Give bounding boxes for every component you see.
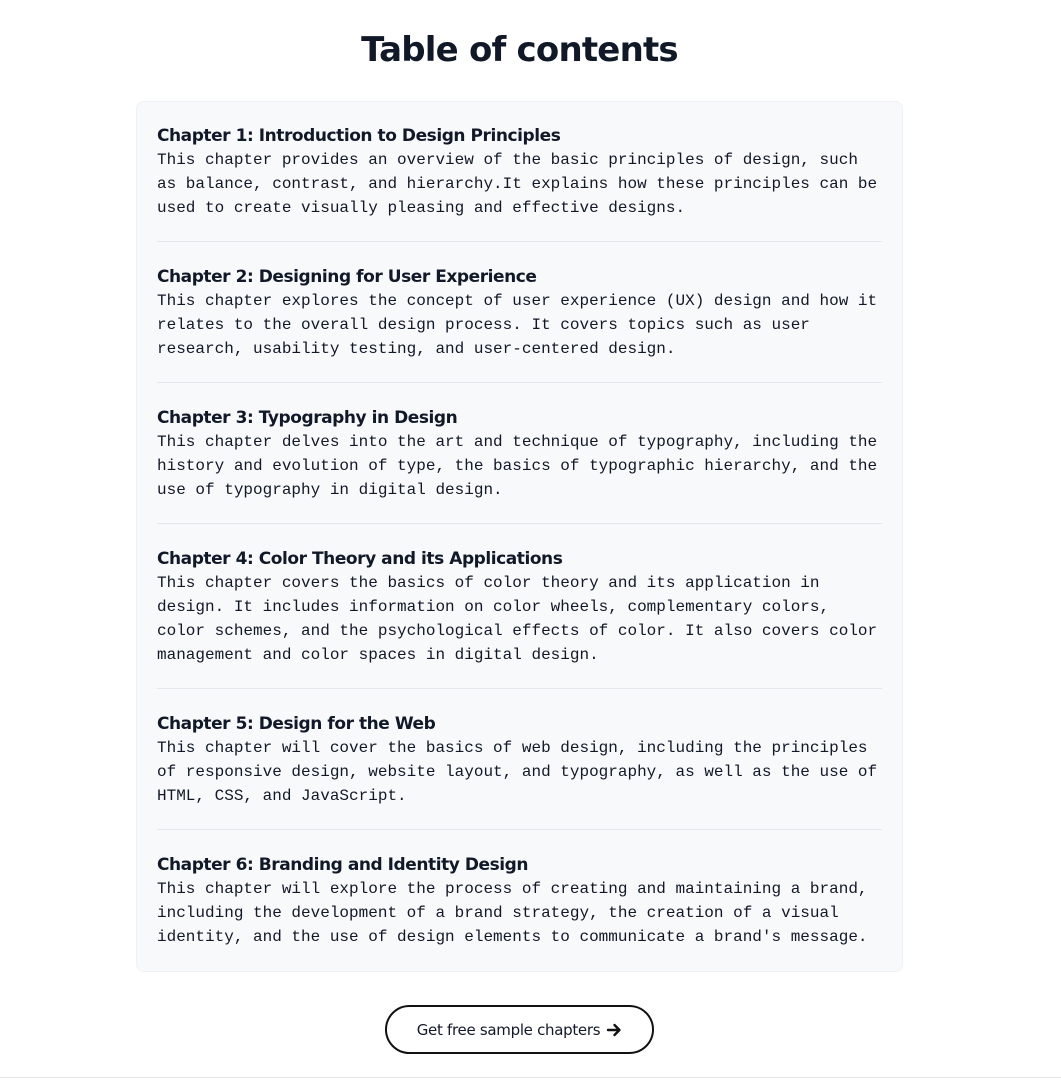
- chapter-description: This chapter provides an overview of the basic principles of design, such as balance, contrast, and hierarchy.It explains how these principles can be used to create visually pleasing and effective designs.: [157, 151, 878, 217]
- arrow-right-icon: [606, 1022, 622, 1038]
- chapter-title: Chapter 6: Branding and Identity Design: [157, 855, 529, 875]
- chapter-item: [157, 853, 882, 949]
- chapter-item: [157, 712, 882, 808]
- chapter-description: This chapter will explore the process of creating and maintaining a brand, including the development of a brand strategy, the creation of a visual identity, and the use of design elements to communicate a brand's message.: [157, 880, 868, 946]
- chapter-title: Chapter 4: Color Theory and its Applications: [157, 549, 563, 569]
- cta-label: Get free sample chapters: [416, 1020, 601, 1039]
- chapter-description: This chapter delves into the art and technique of typography, including the history and evolution of type, the basics of typographic hierarchy, and the use of typography in digital design.: [157, 433, 878, 499]
- chapter-divider: [157, 382, 882, 383]
- chapter-description: This chapter will cover the basics of web design, including the principles of responsive design, website layout, and typography, as well as the use of HTML, CSS, and JavaScript.: [157, 739, 878, 805]
- get-free-sample-chapters-button[interactable]: [385, 1005, 654, 1054]
- table-of-contents-card: [136, 101, 903, 972]
- chapter-description: This chapter covers the basics of color theory and its application in design. It includes information on color wheels, complementary colors, color schemes, and the psychological effects of color. It also covers color management and color spaces in digital design.: [157, 574, 878, 664]
- chapter-item: [157, 265, 882, 361]
- page-title: Table of contents: [361, 30, 678, 70]
- chapter-divider: [157, 523, 882, 524]
- chapter-title: Chapter 5: Design for the Web: [157, 714, 436, 734]
- chapter-title: Chapter 2: Designing for User Experience: [157, 267, 537, 287]
- chapter-title: Chapter 1: Introduction to Design Principles: [157, 126, 561, 146]
- chapter-divider: [157, 829, 882, 830]
- chapter-title: Chapter 3: Typography in Design: [157, 408, 458, 428]
- chapter-description: This chapter explores the concept of user experience (UX) design and how it relates to the overall design process. It covers topics such as user research, usability testing, and user-centered design.: [157, 292, 878, 358]
- chapter-divider: [157, 688, 882, 689]
- chapter-item: [157, 124, 882, 220]
- footer-divider: [0, 1077, 1061, 1078]
- chapter-divider: [157, 241, 882, 242]
- chapter-item: [157, 547, 882, 667]
- chapter-item: [157, 406, 882, 502]
